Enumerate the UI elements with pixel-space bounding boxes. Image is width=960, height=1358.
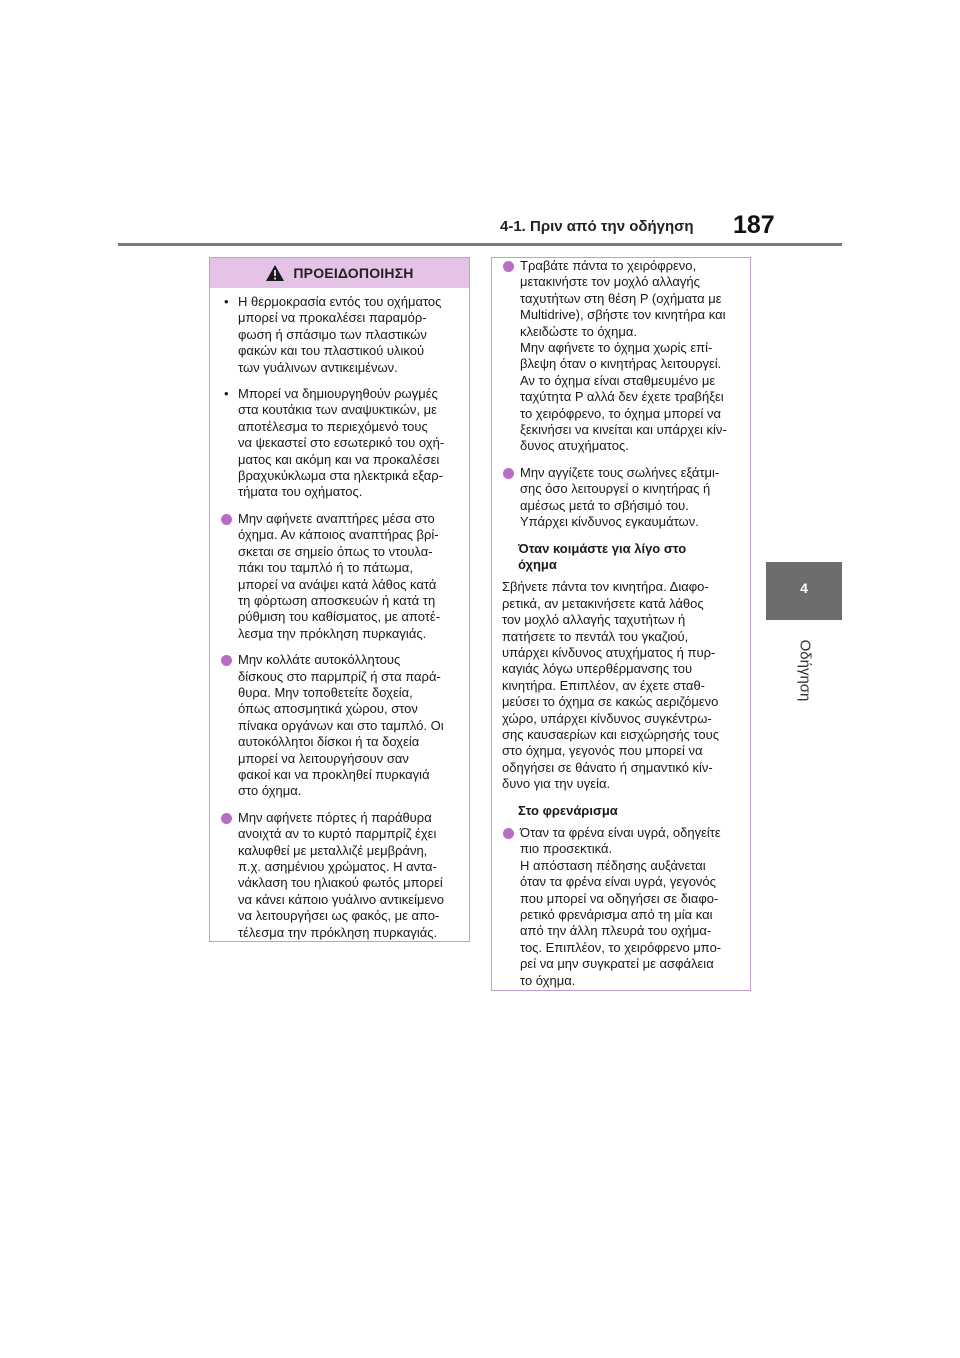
text-line: των γυάλινων αντικειμένων. xyxy=(238,359,398,375)
text-line: όπως αποσμητικά χώρου, στον xyxy=(238,701,418,717)
text-line: λεσμα την πρόκληση πυρκαγιάς. xyxy=(238,625,427,641)
warning-header xyxy=(210,258,469,288)
text-line: δυνος ατυχήματος. xyxy=(520,438,629,454)
text-line: φακών και του πλαστικού υλικού xyxy=(238,343,425,359)
text-line: δίσκους στο παρμπρίζ ή στα παρά- xyxy=(238,668,441,684)
text-line: στα κουτάκια των αναψυκτικών, με xyxy=(238,402,437,418)
page-number: 187 xyxy=(733,211,775,239)
circle-bullet-icon xyxy=(221,514,232,525)
text-line: κλειδώστε το όχημα. xyxy=(520,323,637,339)
text-line: ξεκινήσει να κινείται και υπάρχει κίν- xyxy=(520,422,727,438)
info-item xyxy=(502,825,740,989)
text-line: Μην αφήνετε αναπτήρες μέσα στο xyxy=(238,510,435,526)
text-line: Η θερμοκρασία εντός του οχήματος xyxy=(238,294,442,309)
text-line: αυτοκόλλητοι δίσκοι ή τα δοχεία xyxy=(238,734,420,750)
text-line: Multidrive), σβήστε τον κινητήρα και xyxy=(520,307,726,323)
section-heading xyxy=(502,541,740,574)
text-line: κινητήρα. Επιπλέον, αν έχετε σταθ- xyxy=(502,677,705,693)
text-line: τέλεσμα την πρόκληση πυρκαγιάς. xyxy=(238,924,438,940)
text-line: Μην αγγίζετε τους σωλήνες εξάτμι- xyxy=(520,464,720,480)
text-line: τήματα του οχήματος. xyxy=(238,484,363,500)
text-line: Στο φρενάρισμα xyxy=(518,802,618,818)
text-line: καγιάς λόγω υπερθέρμανσης του xyxy=(502,661,693,677)
text-line: Η απόσταση πέδησης αυξάνεται xyxy=(520,857,706,873)
warning-item xyxy=(220,652,459,800)
text-line: βλεψη όταν ο κινητήρας λειτουργεί. xyxy=(520,356,722,372)
text-line: σης καυσαερίων και εισχώρησής τους xyxy=(502,726,719,742)
section-title: 4-1. Πριν από την οδήγηση xyxy=(500,218,694,235)
text-line: μπορεί να λειτουργήσουν σαν xyxy=(238,750,409,766)
warning-content xyxy=(210,288,469,941)
chapter-tab xyxy=(766,562,842,620)
text-line: ρετικό φρενάρισμα από τη μία και xyxy=(520,907,713,923)
text-line: Μην αφήνετε το όχημα χωρίς επί- xyxy=(520,340,713,356)
warning-triangle-icon xyxy=(265,264,285,282)
text-line: στο όχημα, γεγονός που μπορεί να xyxy=(502,743,703,759)
bullet-icon: • xyxy=(224,294,229,309)
text-line: Όταν τα φρένα είναι υγρά, οδηγείτε xyxy=(520,825,721,840)
section-heading xyxy=(502,803,740,819)
chapter-number: 4 xyxy=(800,580,808,596)
text-line: Σβήνετε πάντα τον κινητήρα. Διαφο- xyxy=(502,579,709,595)
text-line: τος. Επιπλέον, το χειρόφρενο μπο- xyxy=(520,939,722,955)
text-line: όχημα xyxy=(518,556,557,572)
text-line: ρεί να μην συγκρατεί με ασφάλεια xyxy=(520,956,714,972)
text-line: Υπάρχει κίνδυνος εγκαυμάτων. xyxy=(520,514,699,530)
text-line: χώρο, υπάρχει κίνδυνος συγκέντρω- xyxy=(502,710,712,726)
circle-bullet-icon xyxy=(221,813,232,824)
text-line: ρετικά, αν μετακινήσετε κατά λάθος xyxy=(502,595,704,611)
text-line: οδηγήσει σε θάνατο ή σημαντικό κίν- xyxy=(502,759,713,775)
text-line: πιο προσεκτικά. xyxy=(520,841,613,857)
text-line: το όχημα. xyxy=(520,972,576,988)
text-line: πίνακα οργάνων και στο ταμπλό. Οι xyxy=(238,717,444,733)
text-line: σκεται σε σημείο όπως το ντουλα- xyxy=(238,543,433,559)
text-line: ρύθμιση του καθίσματος, με αποτέ- xyxy=(238,609,441,625)
text-line: Όταν κοιμάστε για λίγο στο xyxy=(518,540,687,556)
text-line: υπάρχει κίνδυνος ατυχήματος ή πυρ- xyxy=(502,644,716,660)
text-line: μπορεί να προκαλέσει παραμόρ- xyxy=(238,310,427,326)
text-line: δυνο για την υγεία. xyxy=(502,776,611,792)
text-line: στο όχημα. xyxy=(238,783,302,799)
text-line: ταχύτητα P αλλά δεν έχετε τραβήξει xyxy=(520,389,724,405)
text-line: καλυφθεί με μεταλλιζέ μεμβράνη, xyxy=(238,842,428,858)
text-line: τον μοχλό αλλαγής ταχυτήτων ή xyxy=(502,612,686,628)
text-line: να κάνει κάποιο γυάλινο αντικείμενο xyxy=(238,891,444,907)
page-header xyxy=(0,211,960,244)
text-line: τη φόρτωση αποσκευών ή κατά τη xyxy=(238,592,436,608)
text-line: ματος και ακόμη και να προκαλέσει xyxy=(238,451,440,467)
text-line: πάκι του ταμπλό ή το πάτωμα, xyxy=(238,560,413,576)
warning-item xyxy=(220,810,459,941)
info-content xyxy=(492,258,750,989)
circle-bullet-icon xyxy=(503,828,514,839)
text-line: να λειτουργήσει ως φακός, με απο- xyxy=(238,908,440,924)
text-line: που μπορεί να οδηγήσει σε διαφο- xyxy=(520,890,719,906)
text-line: το χειρόφρενο, το όχημα μπορεί να xyxy=(520,405,722,421)
circle-bullet-icon xyxy=(221,655,232,666)
info-item xyxy=(502,258,740,455)
text-line: μεύσει το όχημα σε κακώς αεριζόμενο xyxy=(502,694,719,710)
warning-item xyxy=(220,511,459,642)
header-rule xyxy=(118,243,842,246)
text-line: πατήσετε το πεντάλ του γκαζιού, xyxy=(502,628,689,644)
text-line: π.χ. ασημένιου χρώματος. Η αντα- xyxy=(238,859,437,874)
text-line: μπορεί να ανάψει κατά λάθος κατά xyxy=(238,576,437,592)
text-line: φωση ή σπάσιμο των πλαστικών xyxy=(238,326,427,342)
info-box xyxy=(491,257,751,991)
chapter-label: Οδήγηση xyxy=(796,639,814,702)
text-line: ανοιχτά αν το κυρτό παρμπρίζ έχει xyxy=(238,826,437,842)
text-line: νάκλαση του ηλιακού φωτός μπορεί xyxy=(238,875,443,891)
text-line: Αν το όχημα είναι σταθμευμένο με xyxy=(520,372,716,388)
text-line: αμέσως μετά το σβήσιμό του. xyxy=(520,497,689,513)
info-item xyxy=(502,465,740,531)
paragraph xyxy=(502,579,740,792)
text-line: θυρα. Μην τοποθετείτε δοχεία, xyxy=(238,684,413,700)
text-line: βραχυκύκλωμα στα ηλεκτρικά εξαρ- xyxy=(238,468,444,484)
warning-item xyxy=(220,386,459,501)
warning-box xyxy=(209,257,470,942)
text-line: όχημα. Αν κάποιος αναπτήρας βρί- xyxy=(238,527,439,543)
circle-bullet-icon xyxy=(503,468,514,479)
text-line: από την άλλη πλευρά του οχήμα- xyxy=(520,923,712,939)
warning-item xyxy=(220,294,459,376)
bullet-icon: • xyxy=(224,386,229,402)
text-line: Τραβάτε πάντα το χειρόφρενο, xyxy=(520,258,697,273)
warning-title: ΠΡΟΕΙΔΟΠΟΙΗΣΗ xyxy=(293,265,414,281)
text-line: μετακινήστε τον μοχλό αλλαγής xyxy=(520,274,700,290)
text-line: ταχυτήτων στη θέση P (οχήματα με xyxy=(520,290,722,306)
text-line: φακοί και να προκληθεί πυρκαγιά xyxy=(238,766,430,782)
text-line: όταν τα φρένα είναι υγρά, γεγονός xyxy=(520,874,716,890)
text-line: Μπορεί να δημιουργηθούν ρωγμές xyxy=(238,386,438,402)
text-line: Μην αφήνετε πόρτες ή παράθυρα xyxy=(238,809,432,825)
text-line: αποτέλεσμα το περιεχόμενό τους xyxy=(238,418,428,434)
text-line: Μην κολλάτε αυτοκόλλητους xyxy=(238,652,401,668)
text-line: να ψεκαστεί στο εσωτερικό του οχή- xyxy=(238,435,445,451)
text-line: σης όσο λειτουργεί ο κινητήρας ή xyxy=(520,481,711,497)
chapter-label-container xyxy=(795,632,815,712)
circle-bullet-icon xyxy=(503,261,514,272)
